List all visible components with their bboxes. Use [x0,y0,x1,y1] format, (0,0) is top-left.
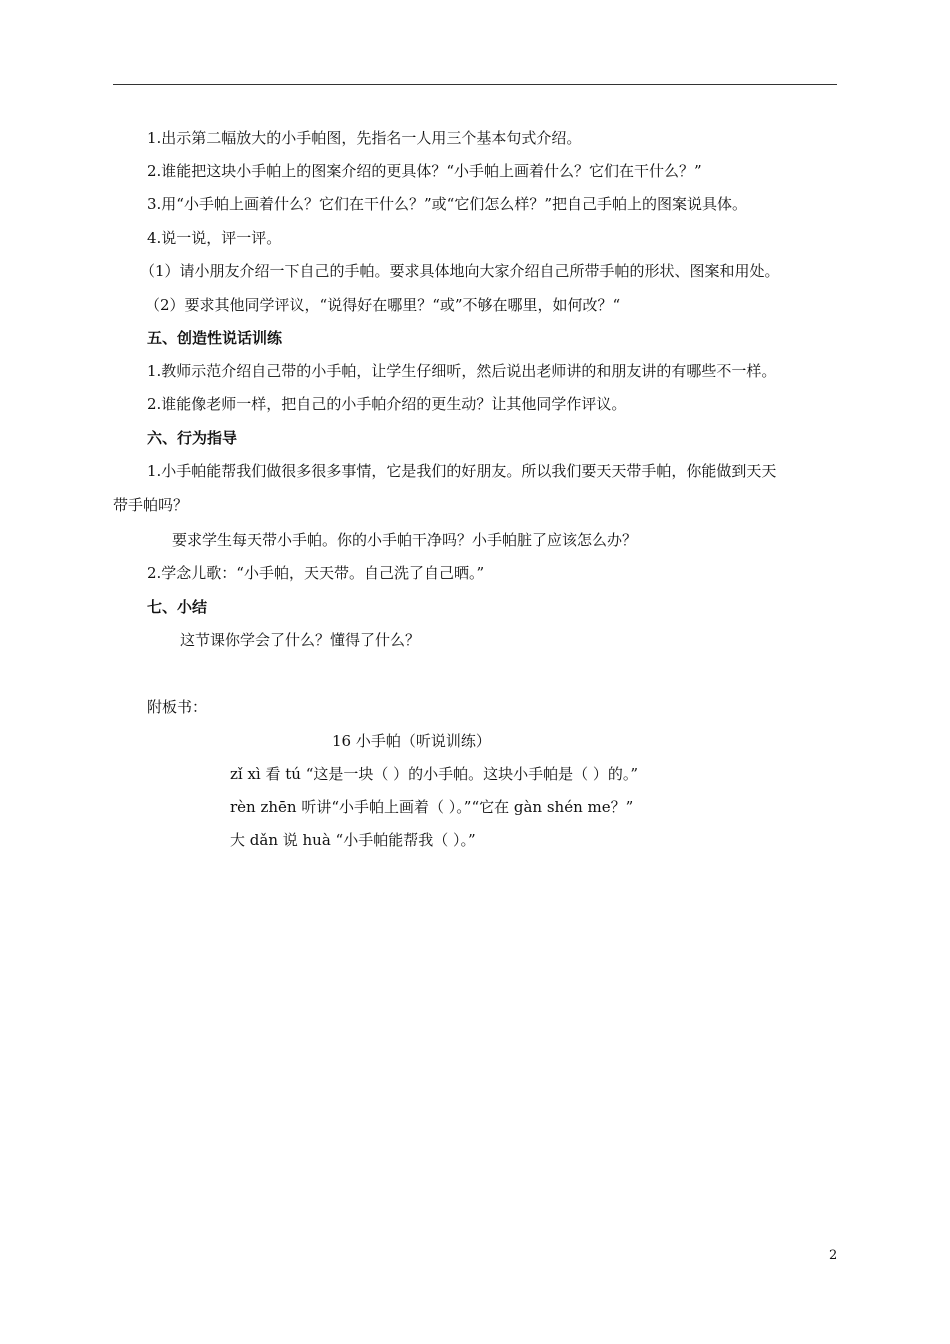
section-heading-6: 六、行为指导 [147,429,238,447]
paragraph-3: 3.用“小手帕上画着什么？它们在干什么？”或“它们怎么样？”把自己手帕上的图案说具体。 [147,195,747,213]
board-label: 附板书： [147,698,208,716]
page-number: 2 [829,1248,838,1263]
paragraph-9a: 1.小手帕能帮我们做很多很多事情，它是我们的好朋友。所以我们要天天带手帕，你能做到天天 [147,462,777,480]
paragraph-4: 4.说一说，评一评。 [147,229,282,247]
paragraph-9b: 带手帕吗？ [113,496,189,514]
paragraph-6: （2）要求其他同学评议，“说得好在哪里？“或”不够在哪里，如何改？“ [145,296,621,314]
board-line-3: 大 dǎn 说 huà “小手帕能帮我（ ）。” [230,831,476,849]
header-rule [113,84,837,85]
board-line-2: rèn zhēn 听讲“小手帕上画着（ ）。”“它在 gàn shén me？” [230,798,634,816]
paragraph-11: 2.学念儿歌：“小手帕，天天带。自己洗了自己晒。” [147,564,485,582]
board-title: 16 小手帕（听说训练） [332,732,491,750]
paragraph-2: 2.谁能把这块小手帕上的图案介绍的更具体？“小手帕上画着什么？它们在干什么？” [147,162,702,180]
paragraph-1: 1.出示第二幅放大的小手帕图，先指名一人用三个基本句式介绍。 [147,129,582,147]
board-line-1: zǐ xì 看 tú “这是一块（ ）的小手帕。这块小手帕是（ ）的。” [230,765,639,783]
section-heading-7: 七、小结 [147,598,208,616]
paragraph-10: 要求学生每天带小手帕。你的小手帕干净吗？小手帕脏了应该怎么办？ [172,531,638,549]
paragraph-7: 1.教师示范介绍自己带的小手帕，让学生仔细听，然后说出老师讲的和朋友讲的有哪些不一样。 [147,362,777,380]
paragraph-5: （1）请小朋友介绍一下自己的手帕。要求具体地向大家介绍自己所带手帕的形状、图案和用处。 [140,262,780,280]
section-heading-5: 五、创造性说话训练 [147,329,283,347]
paragraph-8: 2.谁能像老师一样，把自己的小手帕介绍的更生动？让其他同学作评议。 [147,395,627,413]
paragraph-12: 这节课你学会了什么？懂得了什么？ [180,631,421,649]
